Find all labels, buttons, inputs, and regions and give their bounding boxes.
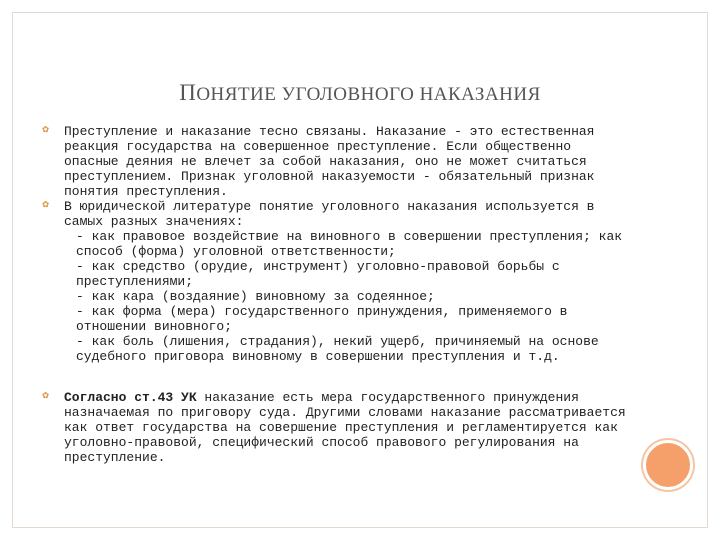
title-first-letter: П xyxy=(179,80,197,105)
bullet-item-1 xyxy=(40,124,632,199)
slide-content xyxy=(40,124,632,465)
bullet-subline: - как кара (воздаяние) виновному за содеянное; xyxy=(76,289,435,304)
bullet-subline: - как средство (орудие, инструмент) уголовно-правовой борьбы с преступлениями; xyxy=(76,259,560,289)
bullet-subline: - как боль (лишения, страдания), некий ущерб, причиняемый на основе судебного приговора виновному в совершении преступления и т.д. xyxy=(76,334,599,364)
bullet-subline: - как правовое воздействие на виновного в совершении преступления; как способ (форма) уголовной ответственности; xyxy=(76,229,623,259)
bullet-item-2 xyxy=(40,199,632,364)
ornate-bullet-icon: ✿ xyxy=(42,390,49,402)
bullet-text: В юридической литературе понятие уголовного наказания используется в самых разных значениях: xyxy=(64,199,595,229)
ornate-bullet-icon: ✿ xyxy=(42,199,49,211)
bullet-item-3 xyxy=(40,390,632,465)
ornate-bullet-icon: ✿ xyxy=(42,124,49,136)
bullet-text: наказание есть мера государственного принуждения назначаемая по приговору суда. Другими словами наказание рассматривается как ответ государства на совершение преступления и регламентируется как уголовно-правовой, специфический способ правового регулирования на преступление. xyxy=(64,390,626,465)
title-rest: ОНЯТИЕ УГОЛОВНОГО НАКАЗАНИЯ xyxy=(196,84,541,105)
slide-title xyxy=(0,80,720,106)
bullet-text: Преступление и наказание тесно связаны. Наказание - это естественная реакция государства на совершенное преступление. Если общественно опасные деяния не влечет за собой наказания, оно не может считаться преступлением. Признак уголовной наказуемости - обязательный признак понятия преступления. xyxy=(64,124,595,199)
decorative-circle xyxy=(643,440,693,490)
bullet-subline: - как форма (мера) государственного принуждения, применяемого в отношении виновного; xyxy=(76,304,568,334)
spacer xyxy=(40,364,632,390)
bullet-bold-lead: Согласно ст.43 УК xyxy=(64,390,197,405)
